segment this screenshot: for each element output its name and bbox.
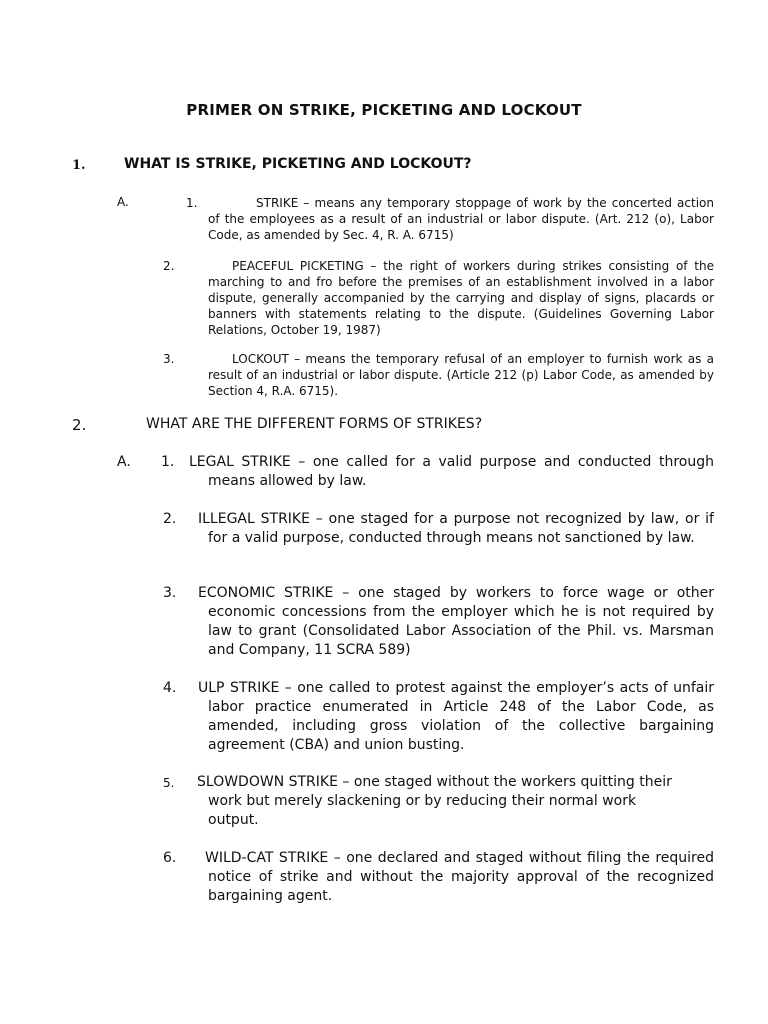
s2-item-4-text: ULP STRIKE – one called to protest against the employer’s acts of unfair labor practice enumerated in Article 248 of the Labor Code, as amended, including gross violation of the collective bargaining agreement (CBA) and union busting. xyxy=(198,680,714,753)
section-1-letter: A. xyxy=(117,195,129,209)
s2-item-2-text: ILLEGAL STRIKE – one staged for a purpose not recognized by law, or if for a valid purpose, conducted through means not sanctioned by law. xyxy=(198,511,714,546)
s1-item-1-number: 1. xyxy=(186,196,198,210)
s2-item-3-number: 3. xyxy=(163,585,177,601)
section-2-number: 2. xyxy=(72,416,87,434)
s2-item-4-number: 4. xyxy=(163,680,177,696)
section-1-number: 1. xyxy=(72,158,86,173)
s1-item-1-text: STRIKE – means any temporary stoppage of work by the concerted action of the employees as a result of an industrial or labor dispute. (Art. 212 (o), Labor Code, as amended by Sec. 4, R. A. 6715) xyxy=(208,196,714,242)
section-1-heading: WHAT IS STRIKE, PICKETING AND LOCKOUT? xyxy=(124,156,472,172)
s1-item-2-number: 2. xyxy=(163,259,175,273)
s2-item-5-text: SLOWDOWN STRIKE – one staged without the workers quitting their work but merely slackening or by reducing their normal work output. xyxy=(197,774,672,828)
s1-item-2-text: PEACEFUL PICKETING – the right of workers during strikes consisting of the marching to and fro before the premises of an establishment involved in a labor dispute, generally accompanied by the carrying and display of signs, placards or banners with statements relating to the dispute. (Guidelines Governing Labor Relations, October 19, 1987) xyxy=(208,259,714,337)
s1-item-3-number: 3. xyxy=(163,352,175,366)
s2-item-3-text: ECONOMIC STRIKE – one staged by workers to force wage or other economic concessions from the employer which he is not required by law to grant (Consolidated Labor Association of the Phil. vs. Marsman and Company, 11 SCRA 589) xyxy=(198,585,714,658)
s2-item-6-number: 6. xyxy=(163,850,177,866)
document-title: PRIMER ON STRIKE, PICKETING AND LOCKOUT xyxy=(186,101,582,119)
s2-item-6-text: WILD-CAT STRIKE – one declared and staged without filing the required notice of strike and without the majority approval of the recognized bargaining agent. xyxy=(205,850,714,904)
s2-item-2-number: 2. xyxy=(163,511,177,527)
s2-item-1-number: 1. xyxy=(161,454,175,470)
section-2-letter: A. xyxy=(117,454,131,470)
s2-item-1-text: LEGAL STRIKE – one called for a valid purpose and conducted through means allowed by law. xyxy=(189,454,714,489)
s2-item-5-number: 5. xyxy=(163,776,175,790)
s1-item-3-text: LOCKOUT – means the temporary refusal of an employer to furnish work as a result of an industrial or labor dispute. (Article 212 (p) Labor Code, as amended by Section 4, R.A. 6715). xyxy=(208,352,714,398)
section-2-heading: WHAT ARE THE DIFFERENT FORMS OF STRIKES? xyxy=(146,416,483,432)
